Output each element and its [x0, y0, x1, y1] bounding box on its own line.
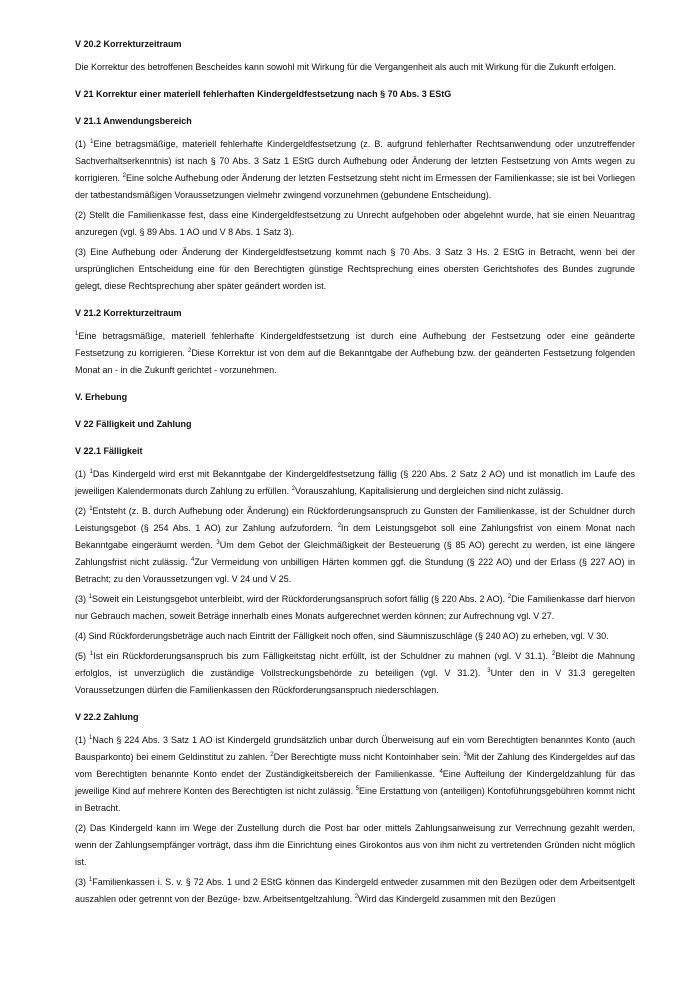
sentence-number: 1: [88, 877, 93, 883]
spacer: [75, 76, 635, 88]
heading-v: V. Erhebung: [75, 392, 128, 402]
document-page: [75, 38, 635, 908]
text-run: Die Familienkasse darf hiervon nur Gebrauch machen, soweit Beträge innerhalb eines Monats aufgerechnet werden können; zur Aufrechnung vgl. V 27.: [75, 594, 636, 621]
paragraph: [75, 591, 635, 625]
sentence-number: 2: [337, 523, 341, 529]
text-run: Vorauszahlung, Kapitalisierung und dergleichen sind nicht zulässig.: [294, 486, 564, 496]
heading-v22-2: V 22.2 Zahlung: [75, 712, 139, 722]
spacer: [75, 101, 635, 115]
paragraph: [75, 207, 635, 241]
text-run: (3) Eine Aufhebung oder Änderung der Kindergeldfestsetzung kommt nach § 70 Abs. 3 Satz 3 Hs. 2 EStG in Betracht, wenn bei der ursprünglichen Entscheidung eine für den Berechtigten günstige Rechtsprechung eines obersten Gerichtshofes des Bundes zugrunde gelegt, diese Rechtsprechung aber später geändert worden ist.: [75, 247, 635, 291]
sentence-number: 3: [463, 752, 467, 758]
text-run: (1): [75, 735, 90, 745]
text-run: (3): [75, 594, 89, 604]
sentence-number: 3: [216, 540, 220, 546]
text-run: Soweit ein Leistungsgebot unterbleibt, wird der Rückforderungsanspruch sofort fällig (§ 220 Abs. 2 AO).: [91, 594, 508, 604]
text-run: (3): [75, 877, 89, 887]
paragraph: [75, 820, 635, 871]
heading-v22-1: V 22.1 Fälligkeit: [75, 446, 143, 456]
text-run: Um dem Gebot der Gleichmäßigkeit der Besteuerung (§ 85 AO) gerecht zu werden, ist eine längere Zahlungsfrist nicht zulässig.: [75, 540, 636, 567]
text-run: Nach § 224 Abs. 3 Satz 1 AO ist Kindergeld grundsätzlich unbar durch Überweisung auf ein vom Berechtigten benanntes Konto (auch Bausparkonto) bei einem Geldinstitut zu zahlen.: [75, 735, 635, 762]
sentence-number: 2: [122, 173, 126, 179]
sentence-number: 2: [551, 651, 556, 657]
sentence-number: 1: [75, 331, 79, 337]
text-run: (1): [75, 469, 90, 479]
heading-v21-1: V 21.1 Anwendungsbereich: [75, 116, 192, 126]
text-run: (1): [75, 139, 91, 149]
spacer: [75, 51, 635, 59]
sentence-number: 2: [291, 486, 295, 492]
text-run: Zur Vermeidung von unbilligen Härten kommen ggf. die Stundung (§ 222 AO) und der Erlass (§ 227 AO) in Betracht; zu den Voraussetzungen vgl. V 24 und V 25.: [75, 557, 635, 584]
spacer: [75, 458, 635, 466]
spacer: [75, 128, 635, 136]
text-run: Eine solche Aufhebung oder Änderung der letzten Festsetzung steht nicht im Ermessen der Familienkasse; sie ist bei Vorliegen der tatbestandsmäßigen Voraussetzungen vielmehr zwingend vorzunehmen (gebundene Entscheidung).: [75, 173, 635, 200]
spacer: [75, 431, 635, 445]
paragraph: [75, 328, 635, 379]
spacer: [75, 379, 635, 391]
sentence-number: 2: [187, 348, 192, 354]
paragraph: [75, 136, 635, 204]
text-run: (2) Stellt die Familienkasse fest, dass eine Kindergeldfestsetzung zu Unrecht aufgehoben oder abgelehnt wurde, hat sie einen Neuantrag anzuregen (vgl. § 89 Abs. 1 AO und V 8 Abs. 1 Satz 3).: [75, 210, 635, 237]
paragraph: [75, 648, 635, 699]
text-run: Das Kindergeld wird erst mit Bekanntgabe der Kindergeldfestsetzung fällig (§ 220 Abs. 2 Satz 2 AO) und ist monatlich im Laufe des jeweiligen Kalendermonats durch Zahlung zu erfüllen.: [75, 469, 636, 496]
paragraph: [75, 628, 635, 645]
text-run: Familienkassen i. S. v. § 72 Abs. 1 und 2 EStG können das Kindergeld entweder zusammen mit den Bezügen oder dem Arbeitsentgelt auszahlen oder getrennt von der Bezüge- bzw. Arbeitsentgeltzahlung.: [75, 877, 635, 904]
sentence-number: 5: [355, 786, 360, 792]
text-run: Mit der Zahlung des Kindergeldes auf das vom Berechtigten benannte Konto endet der Zuständigkeitsbereich der Familienkasse.: [75, 752, 635, 779]
sentence-number: 1: [89, 735, 93, 741]
sentence-number: 1: [89, 651, 94, 657]
text-run: Diese Korrektur ist von dem auf die Bekanntgabe der Aufhebung bzw. der geänderten Festsetzung folgenden Monat an - in die Zukunft gerichtet - vorzunehmen.: [75, 348, 635, 375]
paragraph: [75, 503, 635, 588]
text-run: Unter den in V 31.3 geregelten Voraussetzungen dürfen die Familienkassen den Rückforderungsanspruch niederschlagen.: [75, 668, 635, 695]
sentence-number: 2: [270, 752, 274, 758]
text-run: In dem Leistungsgebot soll eine Zahlungsfrist von einem Monat nach Bekanntgabe eingeräumt werden.: [75, 523, 635, 550]
sentence-number: 4: [190, 557, 195, 563]
text-run: Die Korrektur des betroffenen Bescheides kann sowohl mit Wirkung für die Vergangenheit als auch mit Wirkung für die Zukunft erfolgen.: [75, 62, 617, 72]
sentence-number: 1: [89, 469, 93, 475]
spacer: [75, 724, 635, 732]
paragraph: [75, 59, 635, 76]
sentence-number: 1: [90, 139, 94, 145]
text-run: Bleibt die Mahnung erfolglos, ist unverzüglich die zuständige Vollstreckungsbehörde zu beteiligen (vgl. V 31.2).: [75, 651, 635, 678]
paragraph: [75, 244, 635, 295]
sentence-number: 4: [439, 769, 443, 775]
text-run: Der Berechtigte muss nicht Kontoinhaber sein.: [273, 752, 464, 762]
sentence-number: 2: [354, 894, 359, 900]
text-run: Eine Erstattung von (anteiligen) Kontoführungsgebühren kommt nicht in Betracht.: [75, 786, 636, 813]
text-run: Eine Aufteilung der Kindergeldzahlung für das jeweilige Kind auf mehrere Konten des Berechtigten ist nicht zulässig.: [75, 769, 636, 796]
spacer: [75, 295, 635, 307]
heading-v20-2: V 20.2 Korrekturzeitraum: [75, 39, 182, 49]
heading-v22: V 22 Fälligkeit und Zahlung: [75, 419, 192, 429]
text-run: (4) Sind Rückforderungsbeträge auch nach Eintritt der Fälligkeit noch offen, sind Säumniszuschläge (§ 240 AO) zu erheben, vgl. V 30.: [75, 631, 609, 641]
paragraph: [75, 874, 635, 908]
sentence-number: 1: [89, 506, 93, 512]
paragraph: [75, 732, 635, 817]
text-run: (5): [75, 651, 90, 661]
spacer: [75, 699, 635, 711]
text-run: Eine betragsmäßige, materiell fehlerhafte Kindergeldfestsetzung (z. B. aufgrund fehlerhafter Rechtsanwendung oder unzutreffender Sachverhaltserkenntnis) ist nach § 70 Abs. 3 Satz 1 EStG durch Aufhebung oder Änderung der letzten Festsetzung von Amts wegen zu korrigieren.: [75, 139, 635, 183]
text-run: Ist ein Rückforderungsanspruch bis zum Fälligkeitstag nicht erfüllt, ist der Schuldner zu mahnen (vgl. V 31.1).: [93, 651, 552, 661]
text-run: Wird das Kindergeld zusammen mit den Bezügen: [358, 894, 556, 904]
sentence-number: 3: [487, 668, 491, 674]
sentence-number: 2: [507, 594, 512, 600]
text-run: (2): [75, 506, 90, 516]
spacer: [75, 404, 635, 418]
text-run: Eine betragsmäßige, materiell fehlerhafte Kindergeldfestsetzung ist durch eine Aufhebung der Festsetzung oder eine geänderte Festsetzung zu korrigieren.: [75, 331, 635, 358]
text-run: (2) Das Kindergeld kann im Wege der Zustellung durch die Post bar oder mittels Zahlungsanweisung zur Verrechnung gezahlt werden, wenn der Zahlungsempfänger vorträgt, dass ihm die Einrichtung eines Girokontos aus von ihm nicht zu vertretenden Gründen nicht möglich ist.: [75, 823, 635, 867]
paragraph: [75, 466, 635, 500]
heading-v21: V 21 Korrektur einer materiell fehlerhaften Kindergeldfestsetzung nach § 70 Abs. 3 EStG: [75, 89, 452, 99]
text-run: Entsteht (z. B. durch Aufhebung oder Änderung) ein Rückforderungsanspruch zu Gunsten der Familienkasse, ist der Schuldner durch Leistungsgebot (§ 254 Abs. 1 AO) zur Zahlung aufzufordern.: [75, 506, 635, 533]
sentence-number: 1: [88, 594, 92, 600]
heading-v21-2: V 21.2 Korrekturzeitraum: [75, 308, 182, 318]
spacer: [75, 320, 635, 328]
